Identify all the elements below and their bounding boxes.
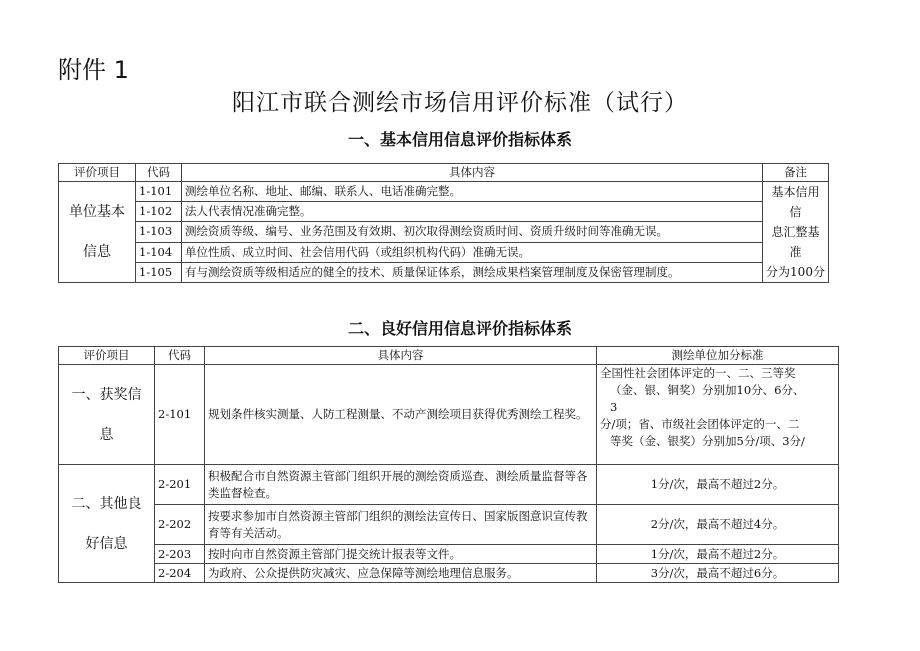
table-row — [59, 262, 829, 282]
standard-line: 等奖（金、银奖）分别加5分/项、3分/ — [610, 434, 805, 448]
code-cell: 2-203 — [155, 545, 205, 564]
category-cell — [59, 465, 155, 583]
code-cell: 1-103 — [136, 222, 182, 242]
header-cell: 代码 — [155, 347, 205, 365]
note-line: 基本信用信 — [771, 185, 820, 219]
standard-line: 分/项；省、市级社会团体评定的一、二 — [600, 417, 800, 431]
table-row — [59, 365, 839, 465]
standard-line: 全国性社会团体评定的一、二、三等奖 — [600, 366, 796, 380]
header-cell: 评价项目 — [59, 347, 155, 365]
table-row — [59, 202, 829, 222]
code-cell: 2-201 — [155, 465, 205, 505]
header-cell: 测绘单位加分标准 — [597, 347, 839, 365]
header-cell: 具体内容 — [182, 164, 763, 182]
table-row — [59, 242, 829, 262]
code-cell: 2-204 — [155, 564, 205, 583]
category-line: 信息 — [83, 244, 111, 260]
standard-cell: 3分/次，最高不超过6分。 — [597, 564, 839, 583]
standard-cell — [597, 365, 839, 465]
attachment-label: 附件 1 — [58, 56, 129, 84]
content-cell: 积极配合市自然资源主管部门组织开展的测绘资质巡查、测绘质量监督等各类监督检查。 — [205, 465, 597, 505]
content-cell: 法人代表情况准确完整。 — [182, 202, 763, 222]
code-cell: 1-105 — [136, 262, 182, 282]
content-cell: 测绘资质等级、编号、业务范围及有效期、初次取得测绘资质时间、资质升级时间等准确无误。 — [182, 222, 763, 242]
code-cell: 1-104 — [136, 242, 182, 262]
content-cell: 为政府、公众提供防灾减灾、应急保障等测绘地理信息服务。 — [205, 564, 597, 583]
header-cell: 具体内容 — [205, 347, 597, 365]
header-cell: 备注 — [763, 164, 829, 182]
header-cell: 评价项目 — [59, 164, 136, 182]
code-cell: 1-102 — [136, 202, 182, 222]
table-row — [59, 465, 839, 505]
category-line: 一、获奖信 — [71, 386, 142, 403]
section1-heading: 一、基本信用信息评价指标体系 — [347, 130, 572, 149]
table-row — [59, 545, 839, 564]
content-cell: 规划条件核实测量、人防工程测量、不动产测绘项目获得优秀测绘工程奖。 — [205, 365, 597, 465]
table-row — [59, 222, 829, 242]
content-cell: 按要求参加市自然资源主管部门组织的测绘法宣传日、国家版图意识宣传教育等有关活动。 — [205, 505, 597, 545]
category-line: 息 — [99, 426, 114, 443]
category-cell — [59, 182, 136, 283]
content-cell: 有与测绘资质等级相适应的健全的技术、质量保证体系，测绘成果档案管理制度及保密管理制度。 — [182, 262, 763, 282]
category-cell — [59, 365, 155, 465]
category-line: 二、其他良 — [71, 495, 142, 512]
table-row — [59, 564, 839, 583]
table-header-row — [59, 164, 829, 182]
note-line: 息汇整基准 — [771, 225, 820, 259]
table-row — [59, 182, 829, 202]
standard-cell: 1分/次，最高不超过2分。 — [597, 545, 839, 564]
document-title: 阳江市联合测绘市场信用评价标准（试行） — [232, 90, 688, 116]
code-cell: 1-101 — [136, 182, 182, 202]
content-cell: 测绘单位名称、地址、邮编、联系人、电话准确完整。 — [182, 182, 763, 202]
table-header-row — [59, 347, 839, 365]
note-line: 分为100分 — [766, 265, 825, 279]
header-cell: 代码 — [136, 164, 182, 182]
code-cell: 2-202 — [155, 505, 205, 545]
good-credit-table — [58, 346, 839, 583]
code-cell: 2-101 — [155, 365, 205, 465]
standard-cell: 2分/次，最高不超过4分。 — [597, 505, 839, 545]
standard-line: （金、银、铜奖）分别加10分、6分、 — [610, 383, 805, 397]
table-row — [59, 505, 839, 545]
category-line: 单位基本 — [69, 204, 125, 220]
section2-heading: 二、良好信用信息评价指标体系 — [347, 319, 572, 338]
standard-line: 3 — [610, 400, 618, 414]
basic-credit-table — [58, 163, 829, 283]
standard-cell: 1分/次，最高不超过2分。 — [597, 465, 839, 505]
content-cell: 单位性质、成立时间、社会信用代码（或组织机构代码）准确无误。 — [182, 242, 763, 262]
content-cell: 按时向市自然资源主管部门提交统计报表等文件。 — [205, 545, 597, 564]
note-cell — [763, 182, 829, 283]
category-line: 好信息 — [85, 535, 128, 552]
